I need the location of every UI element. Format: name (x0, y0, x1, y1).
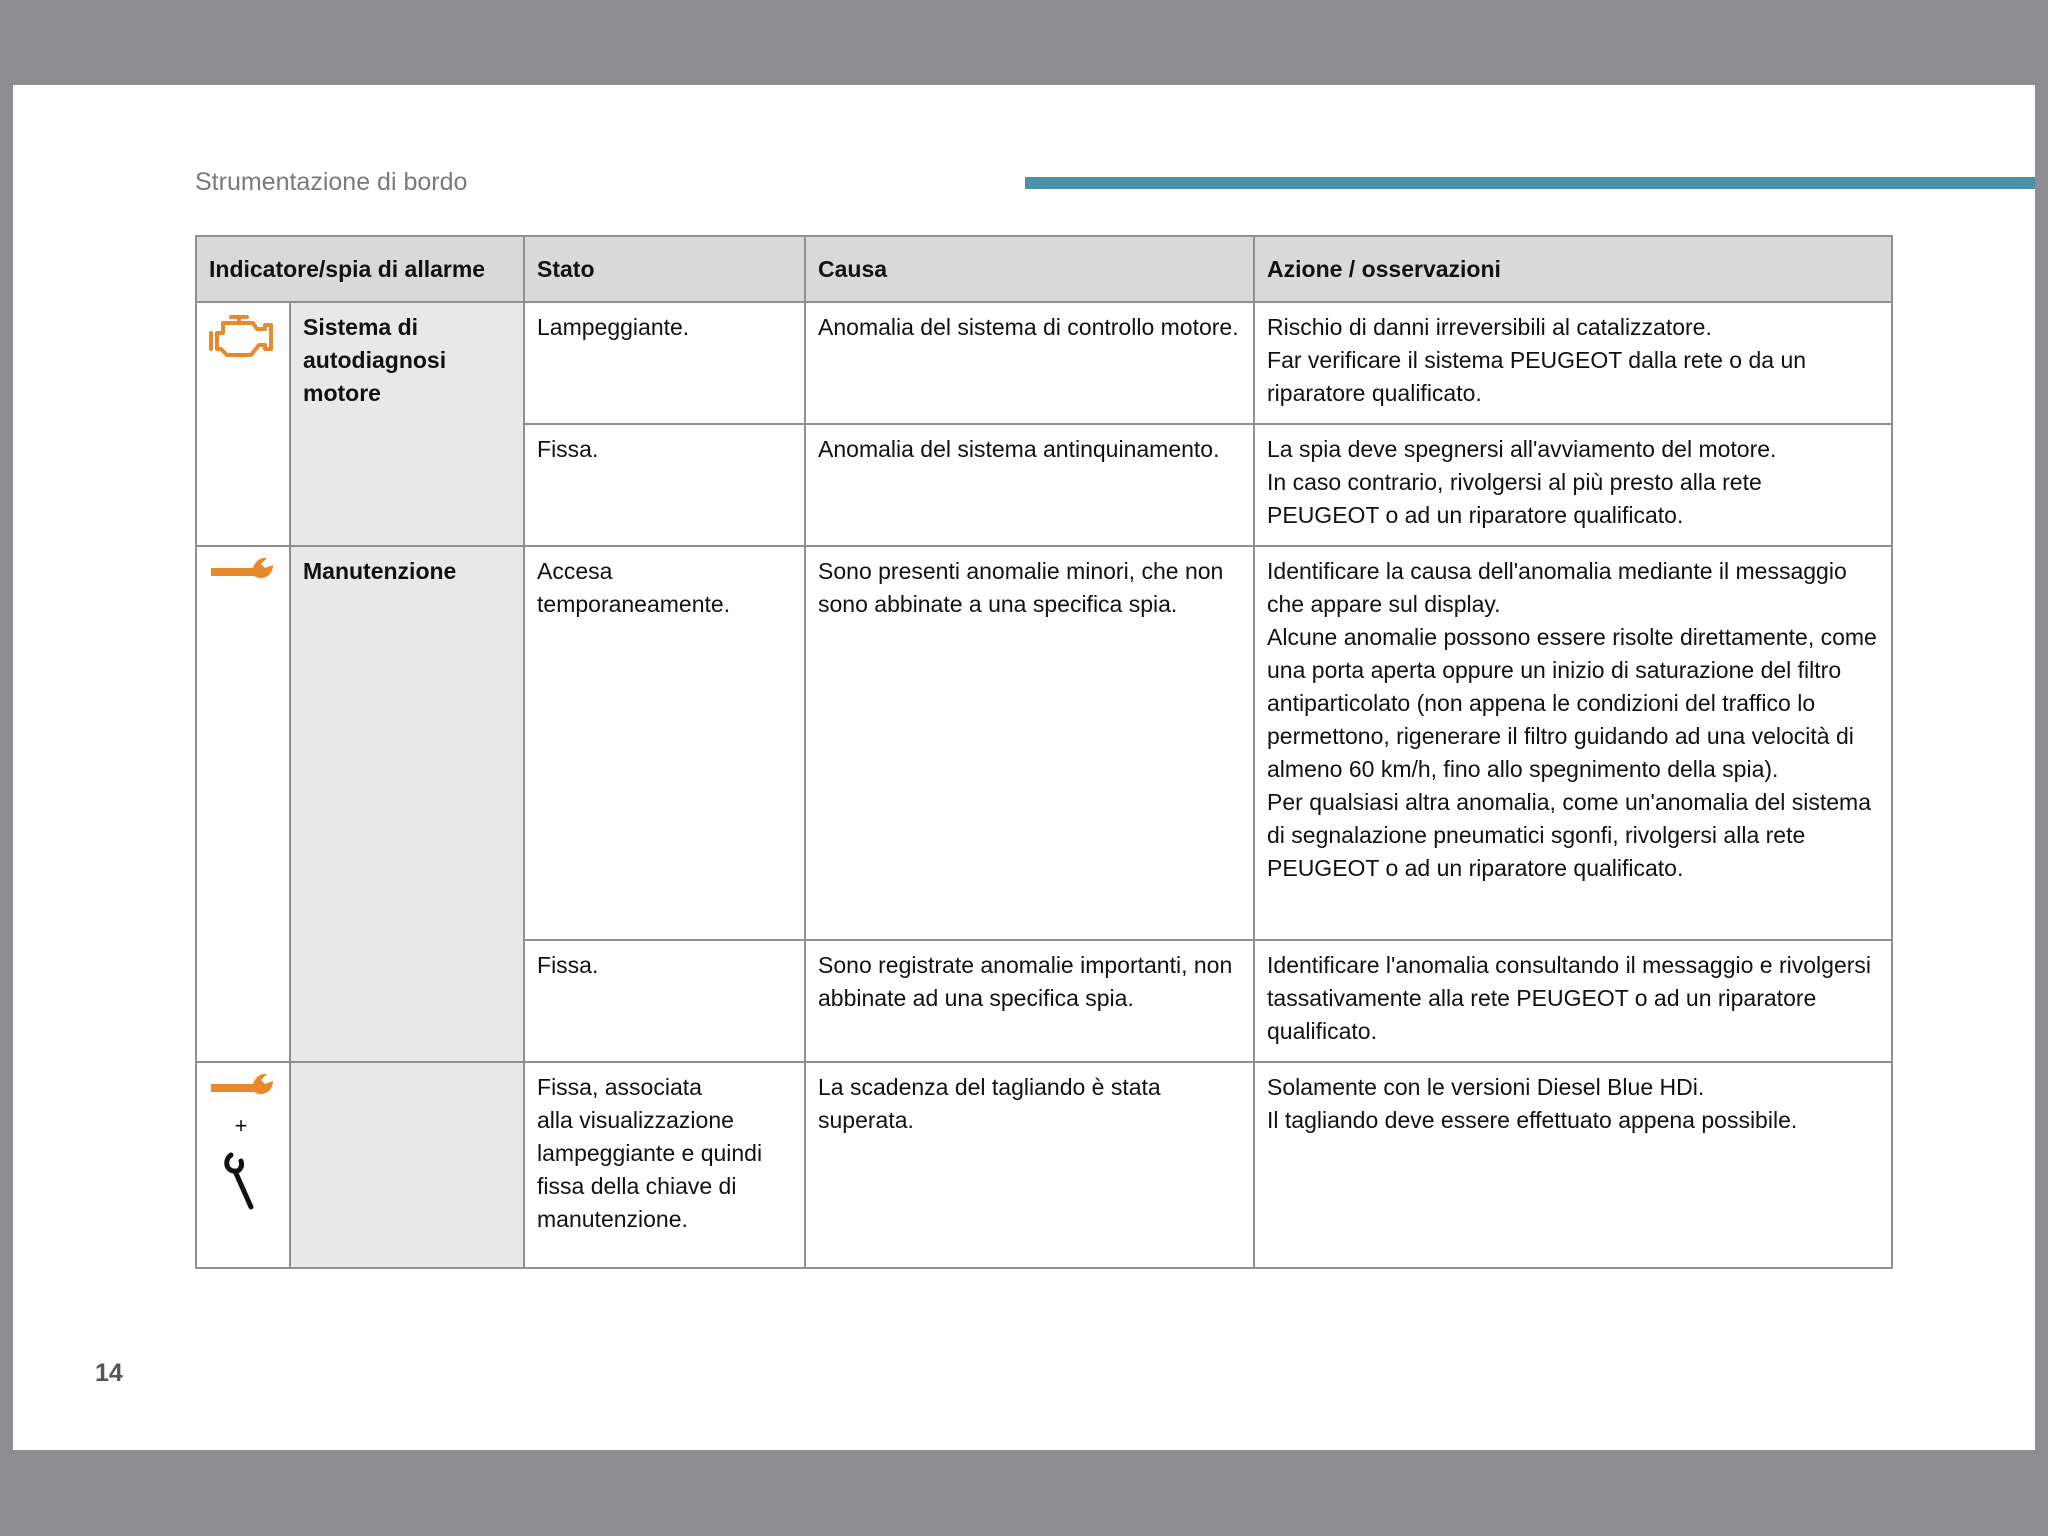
section-title: Strumentazione di bordo (195, 168, 468, 196)
stato-cell: Fissa. (524, 424, 805, 546)
causa-cell: Sono registrate anomalie importanti, non abbinate ad una specifica spia. (805, 940, 1254, 1062)
indicator-icon-cell (196, 302, 290, 546)
warning-lights-table (195, 235, 1893, 1269)
wrench-icon (209, 1071, 277, 1105)
causa-cell: Anomalia del sistema antinquinamento. (805, 424, 1254, 546)
stato-cell: Lampeggiante. (524, 302, 805, 424)
service-key-icon (209, 1149, 277, 1211)
column-header-stato: Stato (524, 236, 805, 302)
table-row (196, 302, 1892, 424)
indicator-label (290, 1062, 524, 1268)
stato-cell: Fissa. (524, 940, 805, 1062)
indicator-label: Sistema di autodiagnosi motore (290, 302, 524, 546)
page-number: 14 (95, 1359, 123, 1387)
column-header-azione: Azione / osservazioni (1254, 236, 1892, 302)
column-header-causa: Causa (805, 236, 1254, 302)
table-header-row (196, 236, 1892, 302)
wrench-icon (209, 555, 277, 589)
table-row (196, 1062, 1892, 1268)
indicator-icon-cell (196, 546, 290, 1062)
azione-cell: Rischio di danni irreversibili al catalizzatore. Far verificare il sistema PEUGEOT dalla rete o da un riparatore qualificato. (1254, 302, 1892, 424)
causa-cell: Sono presenti anomalie minori, che non sono abbinate a una specifica spia. (805, 546, 1254, 940)
indicator-icon-cell (196, 1062, 290, 1268)
section-accent-bar (1025, 177, 2035, 189)
causa-cell: La scadenza del tagliando è stata superata. (805, 1062, 1254, 1268)
stato-cell: Accesa temporaneamente. (524, 546, 805, 940)
stato-cell: Fissa, associata alla visualizzazione lampeggiante e quindi fissa della chiave di manutenzione. (524, 1062, 805, 1268)
indicator-label: Manutenzione (290, 546, 524, 1062)
engine-check-icon (209, 311, 277, 361)
causa-cell: Anomalia del sistema di controllo motore. (805, 302, 1254, 424)
azione-cell: Identificare l'anomalia consultando il messaggio e rivolgersi tassativamente alla rete PEUGEOT o ad un riparatore qualificato. (1254, 940, 1892, 1062)
table-row (196, 546, 1892, 940)
azione-cell: Solamente con le versioni Diesel Blue HDi. Il tagliando deve essere effettuato appena possibile. (1254, 1062, 1892, 1268)
plus-sign: + (234, 1113, 248, 1138)
manual-page (13, 85, 2035, 1450)
azione-cell: Identificare la causa dell'anomalia mediante il messaggio che appare sul display. Alcune anomalie possono essere risolte direttamente, come una porta aperta oppure un inizio di saturazione del filtro antiparticolato (non appena le condizioni del traffico lo permettono, rigenerare il filtro guidando ad una velocità di almeno 60 km/h, fino allo spegnimento della spia). Per qualsiasi altra anomalia, come un'anomalia del sistema di segnalazione pneumatici sgonfi, rivolgersi alla rete PEUGEOT o ad un riparatore qualificato. (1254, 546, 1892, 940)
column-header-indicator: Indicatore/spia di allarme (196, 236, 524, 302)
azione-cell: La spia deve spegnersi all'avviamento del motore. In caso contrario, rivolgersi al più presto alla rete PEUGEOT o ad un riparatore qualificato. (1254, 424, 1892, 546)
